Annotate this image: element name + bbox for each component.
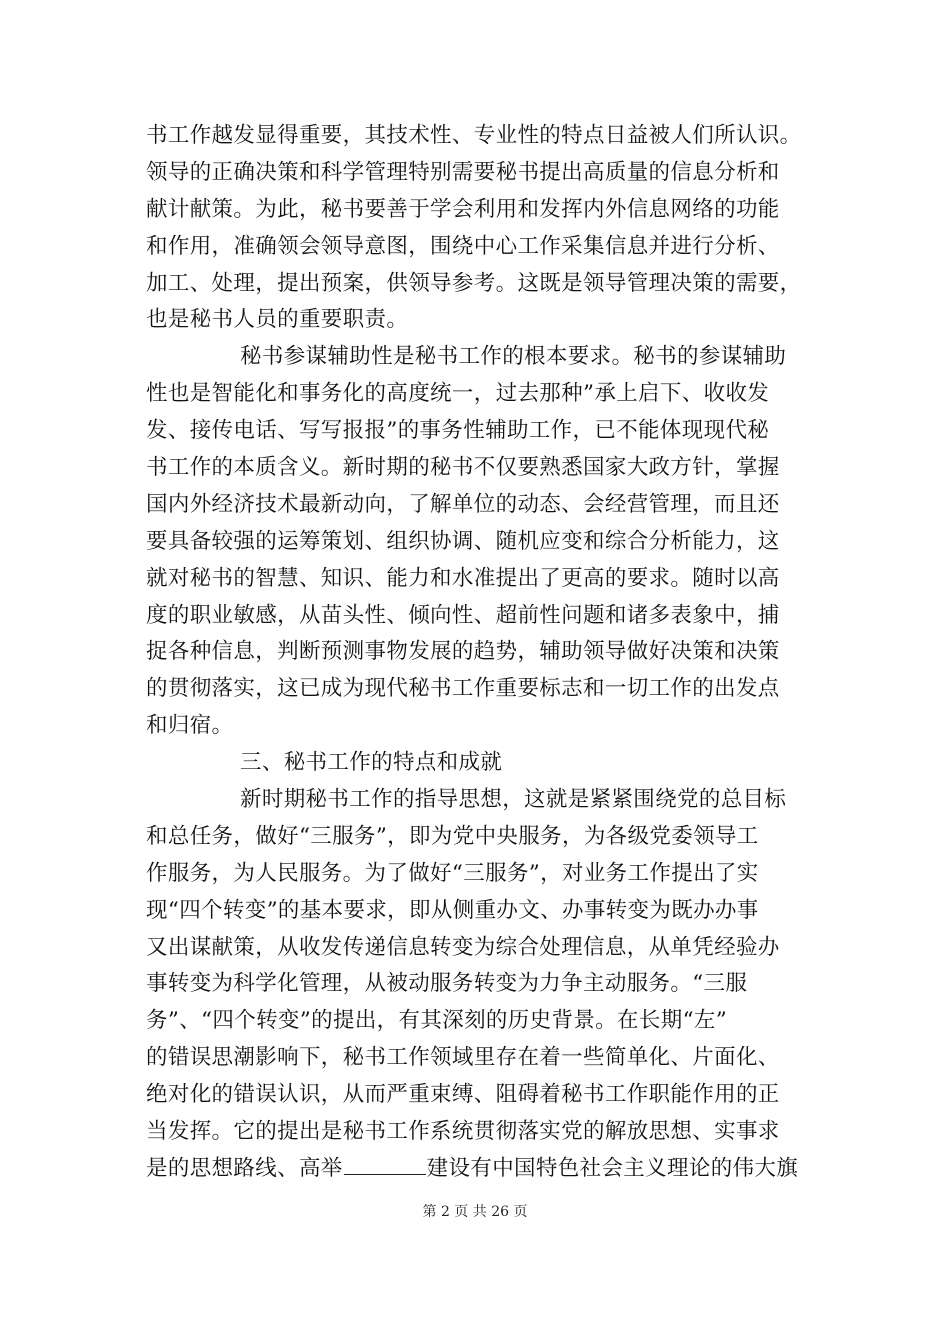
text-line: 发、接传电话、写写报报”的事务性辅助工作，已不能体现现代秘 bbox=[146, 418, 770, 444]
text-line: 务”、“四个转变”的提出，有其深刻的历史背景。在长期“左” bbox=[146, 1008, 728, 1034]
text-line: 献计献策。为此，秘书要善于学会利用和发挥内外信息网络的功能 bbox=[146, 196, 780, 222]
text-line: 和总任务，做好“三服务”，即为党中央服务，为各级党委领导工 bbox=[146, 823, 759, 849]
text-after-blank: 建设有中国特色社会主义理论的伟大旗 bbox=[426, 1155, 799, 1181]
text-line: 和作用，准确领会领导意图，围绕中心工作采集信息并进行分析、 bbox=[146, 233, 780, 259]
document-body bbox=[146, 118, 810, 1188]
text-line: 又出谋献策，从收发传递信息转变为综合处理信息，从单凭经验办 bbox=[146, 934, 780, 960]
text-line: 的错误思潮影响下，秘书工作领域里存在着一些简单化、片面化、 bbox=[146, 1045, 780, 1071]
text-line: 作服务，为人民服务。为了做好“三服务”，对业务工作提出了实 bbox=[146, 860, 759, 886]
text-line: 就对秘书的智慧、知识、能力和水准提出了更高的要求。随时以高 bbox=[146, 565, 780, 591]
text-line: 书工作越发显得重要，其技术性、专业性的特点日益被人们所认识。 bbox=[146, 123, 802, 148]
text-line: 绝对化的错误认识，从而严重束缚、阻碍着秘书工作职能作用的正 bbox=[146, 1082, 780, 1108]
redacted-blank bbox=[344, 1152, 426, 1175]
text-line: 书工作的本质含义。新时期的秘书不仅要熟悉国家大政方针，掌握 bbox=[146, 455, 780, 481]
paragraph-first-line: 新时期秘书工作的指导思想，这就是紧紧围绕党的总目标 bbox=[240, 787, 787, 813]
text-line: 度的职业敏感，从苗头性、倾向性、超前性问题和诸多表象中，捕 bbox=[146, 602, 780, 628]
text-line: 的贯彻落实，这已成为现代秘书工作重要标志和一切工作的出发点 bbox=[146, 676, 780, 702]
text-line: 要具备较强的运筹策划、组织协调、随机应变和综合分析能力，这 bbox=[146, 528, 780, 554]
page-footer bbox=[0, 1201, 950, 1221]
text-line: 国内外经济技术最新动向，了解单位的动态、会经营管理，而且还 bbox=[146, 491, 780, 517]
text-line: 事转变为科学化管理，从被动服务转变为力争主动服务。“三服 bbox=[146, 971, 748, 997]
text-line: 性也是智能化和事务化的高度统一，过去那种”承上启下、收收发 bbox=[146, 381, 770, 407]
text-line: 当发挥。它的提出是秘书工作系统贯彻落实党的解放思想、实事求 bbox=[146, 1119, 780, 1145]
page-number: 第 2 页 共 26 页 bbox=[422, 1204, 528, 1220]
text-line: 现“四个转变”的基本要求，即从侧重办文、办事转变为既办办事 bbox=[146, 897, 759, 923]
section-heading: 三、秘书工作的特点和成就 bbox=[240, 750, 503, 776]
text-line: 捉各种信息，判断预测事物发展的趋势，辅助领导做好决策和决策 bbox=[146, 639, 780, 665]
text-line-with-blank bbox=[146, 1151, 810, 1188]
paragraph-first-line: 秘书参谋辅助性是秘书工作的根本要求。秘书的参谋辅助 bbox=[240, 344, 787, 370]
text-line: 和归宿。 bbox=[146, 713, 234, 739]
text-line: 也是秘书人员的重要职责。 bbox=[146, 307, 409, 333]
text-line: 加工、处理，提出预案，供领导参考。这既是领导管理决策的需要， bbox=[146, 270, 802, 296]
text-line: 领导的正确决策和科学管理特别需要秘书提出高质量的信息分析和 bbox=[146, 159, 780, 185]
text-before-blank: 是的思想路线、高举 bbox=[146, 1155, 343, 1181]
